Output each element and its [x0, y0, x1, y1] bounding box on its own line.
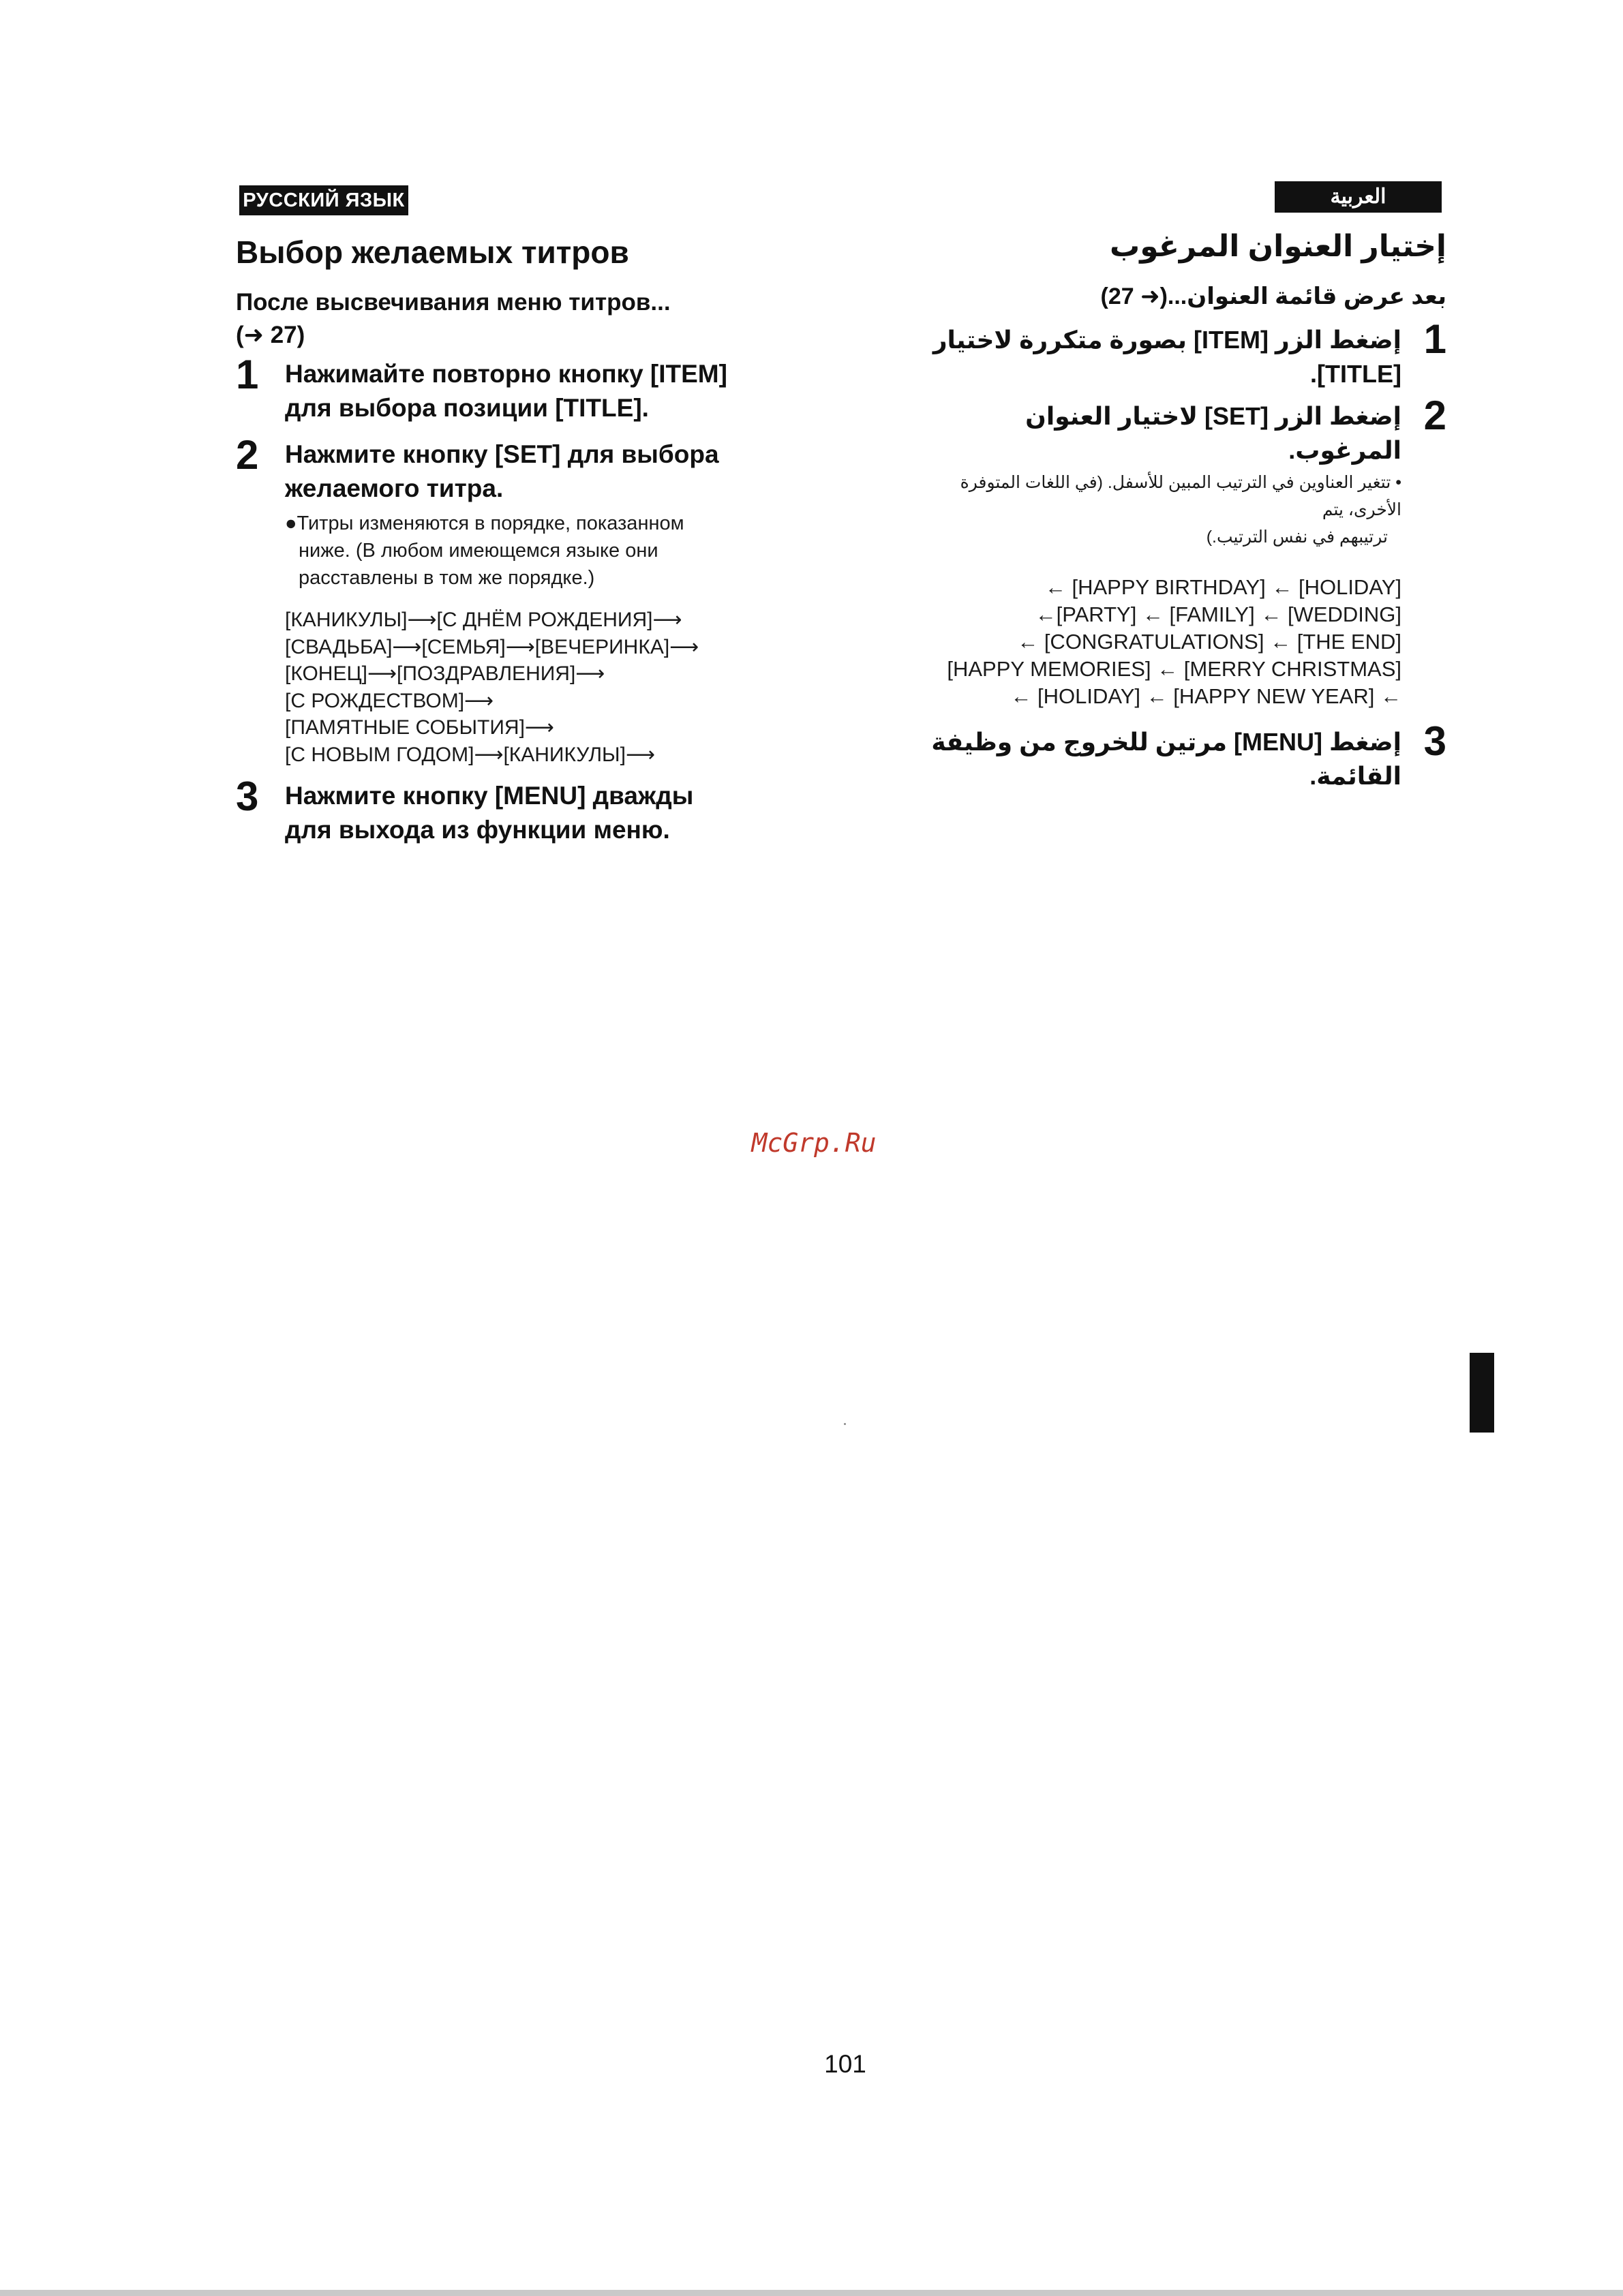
intro-text — [236, 286, 795, 352]
step-line: إضغط الزر [SET] لاختيار العنوان المرغوب. — [1025, 402, 1401, 464]
section-title: إختيار العنوان المرغوب — [1110, 230, 1446, 263]
step-1 — [907, 316, 1446, 391]
step-number: 3 — [236, 774, 259, 819]
note-line: ниже. (В любом имеющемся языке они — [299, 540, 658, 562]
step-line: для выхода из функции меню. — [285, 816, 670, 844]
sequence-line: [КАНИКУЛЫ]⟶[С ДНЁМ РОЖДЕНИЯ]⟶ — [285, 609, 682, 631]
step-line: إضغط [MENU] مرتين للخروج من وظيفة — [931, 728, 1401, 756]
sequence-line: ← [CONGRATULATIONS] ← [THE END] — [1017, 630, 1401, 654]
arabic-section — [907, 225, 1446, 801]
step-3 — [907, 718, 1446, 793]
section-index-bar — [1470, 1353, 1494, 1433]
step-text — [285, 357, 795, 425]
note-line: • تتغير العناوين في الترتيب المبين للأسفل. (في اللغات المتوفرة الأخرى، يتم — [960, 473, 1401, 519]
sequence-line: ←[PARTY] ← [FAMILY] ← [WEDDING] — [1035, 602, 1401, 626]
step-2 — [907, 393, 1446, 551]
step-text — [907, 399, 1401, 468]
step-number: 2 — [1423, 393, 1446, 438]
section-title: Выбор желаемых титров — [236, 234, 629, 270]
sequence-line: [HAPPY MEMORIES] ← [MERRY CHRISTMAS] — [947, 657, 1401, 681]
sequence-line: [С НОВЫМ ГОДОМ]⟶[КАНИКУЛЫ]⟶ — [285, 743, 655, 766]
step-text — [285, 438, 795, 506]
step-text — [907, 323, 1401, 391]
language-tab-arabic: العربية — [1275, 181, 1442, 213]
page-number: 101 — [824, 2050, 866, 2078]
scan-speck — [844, 1423, 846, 1425]
intro-text: بعد عرض قائمة العنوان...(➜ 27) — [1100, 284, 1446, 309]
title-sequence — [285, 607, 795, 768]
step-number: 1 — [1423, 316, 1446, 362]
russian-section — [236, 232, 795, 847]
sequence-line: [КОНЕЦ]⟶[ПОЗДРАВЛЕНИЯ]⟶ — [285, 662, 605, 685]
step-line: желаемого титра. — [285, 474, 504, 502]
step-line: Нажмите кнопку [MENU] дважды — [285, 782, 694, 810]
note-line: расставлены в том же порядке.) — [299, 567, 595, 589]
step-note — [907, 469, 1401, 551]
sequence-line: [СВАДЬБА]⟶[СЕМЬЯ]⟶[ВЕЧЕРИНКА]⟶ — [285, 635, 699, 658]
sequence-line: [ПАМЯТНЫЕ СОБЫТИЯ]⟶ — [285, 716, 554, 739]
intro-line: После высвечивания меню титров... — [236, 289, 671, 316]
bottom-edge — [0, 2290, 1623, 2296]
step-line: для выбора позиции [TITLE]. — [285, 394, 649, 422]
sequence-line: ← [HOLIDAY] ← [HAPPY NEW YEAR] ← — [1010, 684, 1401, 708]
step-note — [285, 510, 795, 592]
note-line: ●Титры изменяются в порядке, показанном — [285, 512, 684, 534]
step-line: Нажмите кнопку [SET] для выбора — [285, 440, 719, 468]
step-line: إضغط الزر [ITEM] بصورة متكررة لاختيار — [932, 326, 1401, 354]
step-text — [285, 779, 795, 847]
step-number: 3 — [1423, 718, 1446, 764]
watermark: McGrp.Ru — [751, 1128, 877, 1158]
intro-page-ref: (➜ 27) — [236, 322, 305, 348]
step-text — [907, 725, 1401, 793]
sequence-line: ← [HAPPY BIRTHDAY] ← [HOLIDAY] — [1044, 575, 1401, 599]
step-3 — [236, 774, 795, 847]
step-2 — [236, 432, 795, 768]
step-number: 1 — [236, 352, 259, 397]
step-1 — [236, 352, 795, 425]
step-line: القائمة. — [1309, 762, 1401, 790]
step-number: 2 — [236, 432, 259, 478]
note-line: ترتيبهم في نفس الترتيب.) — [1206, 527, 1388, 547]
sequence-line: [С РОЖДЕСТВОМ]⟶ — [285, 689, 494, 712]
step-line: Нажимайте повторно кнопку [ITEM] — [285, 360, 727, 388]
step-line: [TITLE]. — [1310, 360, 1401, 388]
title-sequence — [907, 574, 1401, 710]
language-tab-russian: РУССКИЙ ЯЗЫК — [239, 185, 408, 215]
